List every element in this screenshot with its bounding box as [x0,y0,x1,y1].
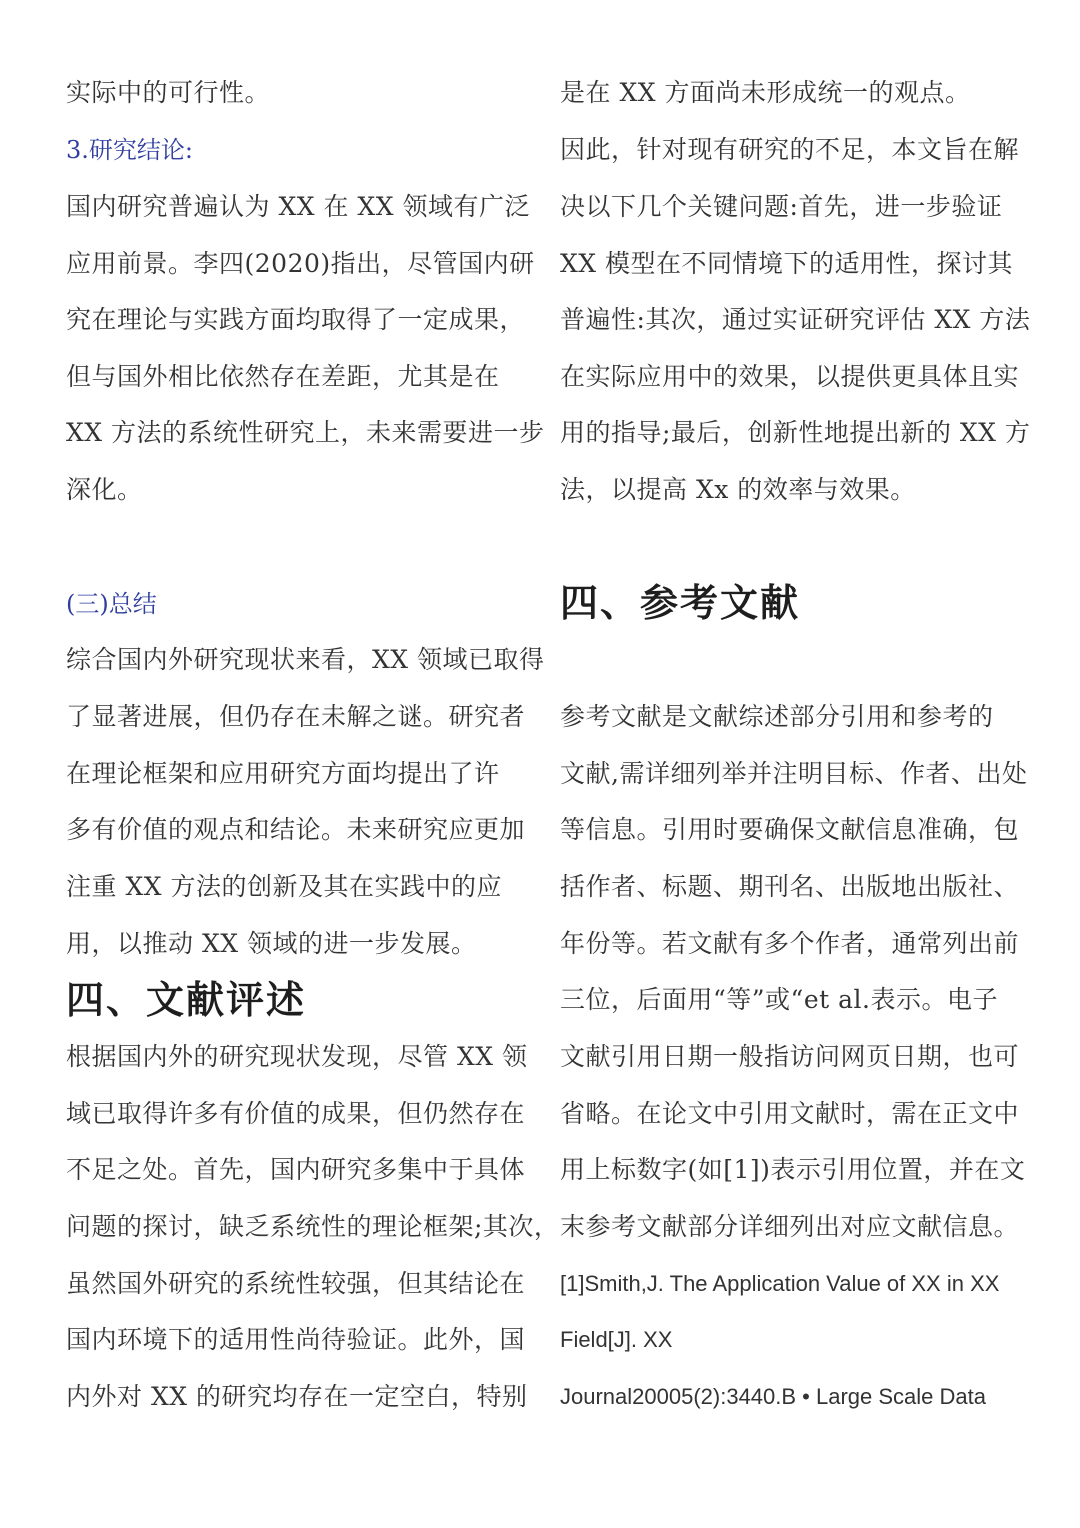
text-line: 用上标数字(如[1])表示引用位置，并在文 [560,1155,1026,1184]
text-line: 虽然国外研究的系统性较强，但其结论在 [66,1269,526,1298]
text-line: 内外对 XX 的研究均存在一定空白，特别 [66,1382,528,1411]
text-line: 括作者、标题、期刊名、出版地出版社、 [560,872,1020,901]
text-line: 年份等。若文献有多个作者，通常列出前 [560,929,1020,958]
text-line: 三位，后面用“等”或“et al.表示。电子 [560,985,998,1014]
text-line: 末参考文献部分详细列出对应文献信息。 [560,1212,1020,1241]
text-line: 究在理论与实践方面均取得了一定成果， [66,305,526,334]
text-line: XX 方法的系统性研究上，未来需要进一步 [66,418,545,447]
text-line: 在实际应用中的效果，以提供更具体且实 [560,362,1020,391]
text-line: 普遍性:其次，通过实证研究评估 XX 方法 [560,305,1031,334]
text-line: 但与国外相比依然存在差距，尤其是在 [66,362,500,391]
text-line: 文献,需详细列举并注明目标、作者、出处 [560,759,1028,788]
text-line: 法，以提高 Xx 的效率与效果。 [560,475,916,504]
text-line: 国内研究普遍认为 XX 在 XX 领域有广泛 [66,192,530,221]
reference-entry-line: Field[J]. XX [560,1327,673,1352]
text-line: 省略。在论文中引用文献时，需在正文中 [560,1099,1020,1128]
text-line: 等信息。引用时要确保文献信息准确，包 [560,815,1020,844]
text-line: 国内环境下的适用性尚待验证。此外，国 [66,1325,526,1354]
summary-title: (三)总结 [66,590,157,618]
text-line: 文献引用日期一般指访问网页日期，也可 [560,1042,1020,1071]
text-line: XX 模型在不同情境下的适用性，探讨其 [560,249,1014,278]
text-line: 多有价值的观点和结论。未来研究应更加 [66,815,526,844]
text-line: 应用前景。李四(2020)指出，尽管国内研 [66,249,535,278]
literature-review-heading: 四、文献评述 [66,977,307,1022]
text-line: 深化。 [66,475,143,504]
references-heading: 四、参考文献 [560,580,801,625]
text-line: 问题的探讨，缺乏系统性的理论框架;其次， [66,1212,560,1241]
text-line: 了显著进展，但仍存在未解之谜。研究者 [66,702,526,731]
text-line: 用的指导;最后，创新性地提出新的 XX 方 [560,418,1031,447]
reference-entry-line: Journal20005(2):3440.B • Large Scale Data [560,1384,986,1409]
text-line: 根据国内外的研究现状发现，尽管 XX 领 [66,1042,528,1071]
text-line: 在理论框架和应用研究方面均提出了许 [66,759,500,788]
reference-entry-line: [1]Smith,J. The Application Value of XX in XX [560,1271,1000,1296]
text-line: 参考文献是文献综述部分引用和参考的 [560,702,994,731]
text-line: 实际中的可行性。 [66,78,271,107]
text-line: 用，以推动 XX 领域的进一步发展。 [66,929,477,958]
section-3-title: 3.研究结论: [66,136,193,164]
text-line: 是在 XX 方面尚未形成统一的观点。 [560,78,971,107]
text-line: 注重 XX 方法的创新及其在实践中的应 [66,872,502,901]
text-line: 决以下几个关键问题:首先，进一步验证 [560,192,1003,221]
text-line: 不足之处。首先，国内研究多集中于具体 [66,1155,526,1184]
text-line: 因此，针对现有研究的不足，本文旨在解 [560,135,1020,164]
text-line: 综合国内外研究现状来看，XX 领域已取得 [66,645,545,674]
text-line: 域已取得许多有价值的成果，但仍然存在 [66,1099,526,1128]
